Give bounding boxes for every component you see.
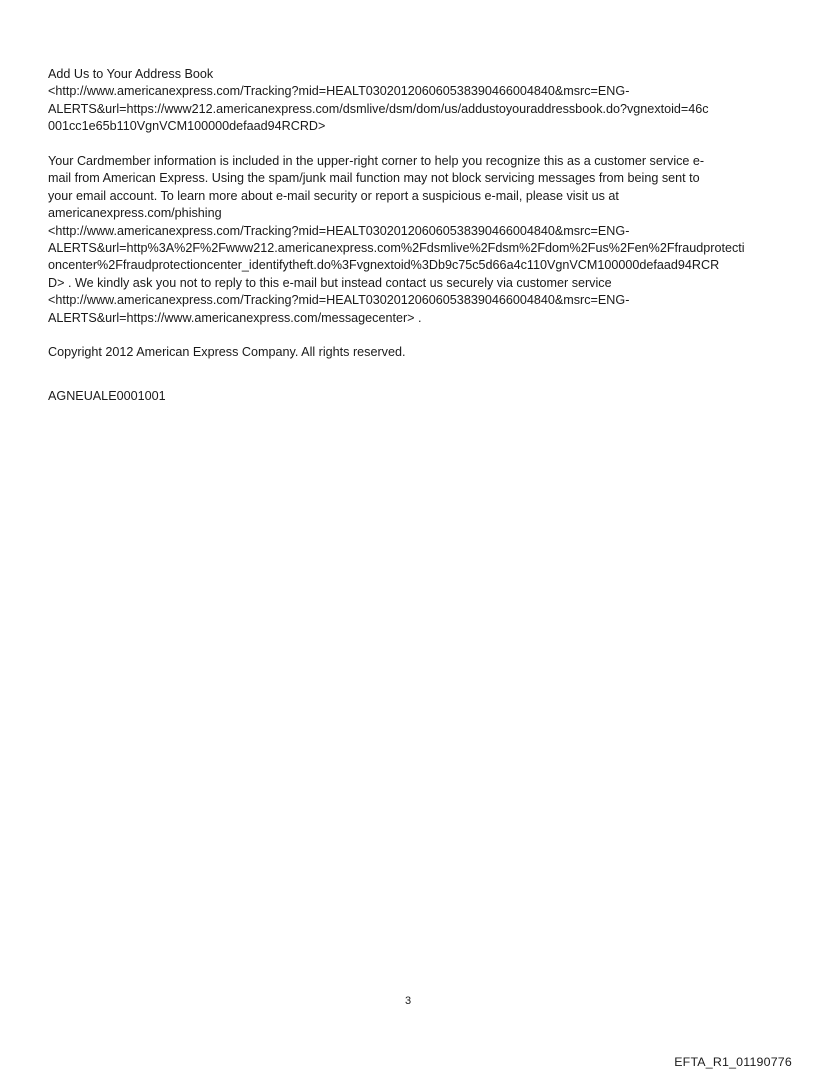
notice-line: Your Cardmember information is included in the upper-right corner to help you recognize this as a customer service e- <box>48 154 705 169</box>
notice-line: your email account. To learn more about e-mail security or report a suspicious e-mail, please visit us at <box>48 188 619 203</box>
address-book-link-line: <http://www.americanexpress.com/Tracking?mid=HEALT030201206060538390466004840&msrc=ENG- <box>48 84 630 99</box>
notice-line: <http://www.americanexpress.com/Tracking?mid=HEALT030201206060538390466004840&msrc=ENG- <box>48 223 630 238</box>
notice-line: <http://www.americanexpress.com/Tracking?mid=HEALT030201206060538390466004840&msrc=ENG- <box>48 293 630 308</box>
notice-line: oncenter%2Ffraudprotectioncenter_identifytheft.do%3Fvgnextoid%3Db9c75c5d66a4c110VgnVCM100000defaad94RCR <box>48 258 720 273</box>
notice-line: ALERTS&url=https://www.americanexpress.com/messagecenter> . <box>48 310 422 325</box>
paragraph-spacer <box>48 136 773 153</box>
paragraph-spacer <box>48 362 773 388</box>
address-book-title: Add Us to Your Address Book <box>48 67 214 81</box>
document-id: EFTA_R1_01190776 <box>674 1055 792 1069</box>
security-notice-section <box>48 153 773 327</box>
paragraph-spacer <box>48 327 773 344</box>
notice-line: americanexpress.com/phishing <box>48 206 222 221</box>
notice-line: D> . We kindly ask you not to reply to this e-mail but instead contact us securely via customer service <box>48 275 612 290</box>
reference-code: AGNEUALE0001001 <box>48 388 166 403</box>
copyright-text: Copyright 2012 American Express Company. All rights reserved. <box>48 345 406 360</box>
address-book-link-line: ALERTS&url=https://www212.americanexpress.com/dsmlive/dsm/dom/us/addustoyouraddressbook.do?vgnextoid=46c <box>48 101 709 116</box>
notice-line: mail from American Express. Using the spam/junk mail function may not block servicing messages from being sent to <box>48 171 700 186</box>
page-number: 3 <box>404 995 412 1007</box>
notice-line: ALERTS&url=http%3A%2F%2Fwww212.americanexpress.com%2Fdsmlive%2Fdsm%2Fdom%2Fus%2Fen%2Ffraudprotecti <box>48 241 745 256</box>
address-book-section <box>48 66 773 136</box>
email-body <box>48 66 773 405</box>
address-book-link-line: 001cc1e65b110VgnVCM100000defaad94RCRD> <box>48 119 326 134</box>
